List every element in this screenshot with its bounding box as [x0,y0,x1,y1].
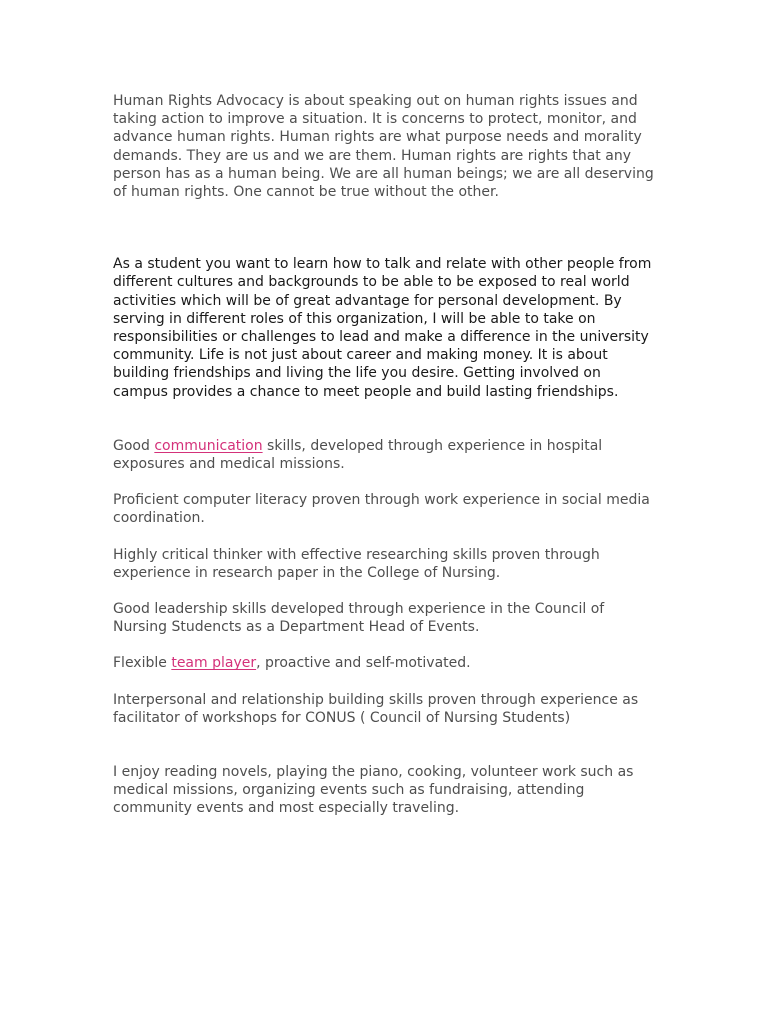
skill-communication [113,437,658,473]
skill-interpersonal: Interpersonal and relationship building skills proven through experience as facilitator of workshops for CONUS ( Council of Nursing Students) [113,691,639,726]
skill-leadership: Good leadership skills developed through experience in the Council of Nursing Studencts as a Department Head of Events. [113,601,605,636]
skill-critical-thinking: Highly critical thinker with effective researching skills proven through experience in research paper in the College of Nursing. [113,546,600,581]
skill-communication-prefix: Good [113,437,155,454]
skill-team-player [113,654,658,672]
skill-communication-suffix: skills, developed through experience in hospital exposures and medical missions. [113,437,603,473]
skill-team-suffix: , proactive and self-motivated. [256,655,471,672]
skill-computer-literacy: Proficient computer literacy proven through work experience in social media coordination. [113,492,650,527]
team-player-link[interactable]: team player [171,655,257,672]
hobbies-paragraph: I enjoy reading novels, playing the piano, cooking, volunteer work such as medical missions, organizing events such as fundraising, attending community events and most especially traveling. [113,764,634,817]
advocacy-paragraph: Human Rights Advocacy is about speaking out on human rights issues and taking action to improve a situation. It is concerns to protect, monitor, and advance human rights. Human rights are what purpose needs and morality demands. They are us and we are them. Human rights are rights that any person has as a human being. We are all human beings; we are all deserving of human rights. One cannot be true without the other. [113,93,654,201]
skill-team-prefix: Flexible [113,655,172,672]
communication-link[interactable]: communication [154,437,263,454]
student-paragraph: As a student you want to learn how to talk and relate with other people from different cultures and backgrounds to be able to be exposed to real world activities which will be of great advantage for personal development. By serving in different roles of this organization, I will be able to take on responsibilities or challenges to lead and make a difference in the university community. Life is not just about career and making money. It is about building friendships and living the life you desire. Getting involved on campus provides a chance to meet people and build lasting friendships. [113,256,652,400]
